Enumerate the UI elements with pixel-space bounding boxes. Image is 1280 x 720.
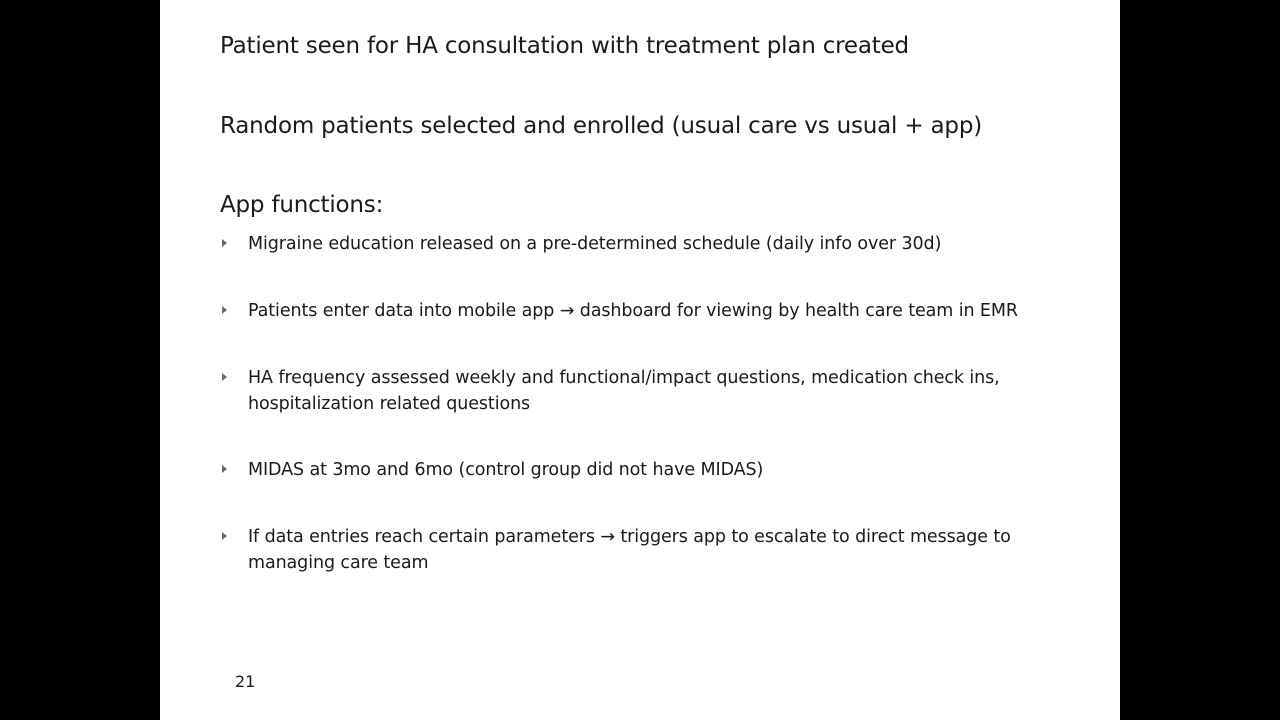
statement-enrollment: Random patients selected and enrolled (usual care vs usual + app) bbox=[220, 113, 982, 139]
triangle-bullet-icon bbox=[220, 457, 248, 483]
list-item bbox=[220, 231, 1080, 257]
triangle-bullet-icon bbox=[220, 298, 248, 324]
list-item bbox=[220, 298, 1080, 324]
bullet-text: MIDAS at 3mo and 6mo (control group did not have MIDAS) bbox=[248, 460, 764, 480]
presentation-slide bbox=[160, 0, 1120, 720]
app-functions-heading: App functions: bbox=[220, 192, 384, 218]
list-item bbox=[220, 524, 1080, 576]
triangle-bullet-icon bbox=[220, 365, 248, 391]
bullet-text: Patients enter data into mobile app → dashboard for viewing by health care team in EMR bbox=[248, 301, 1018, 321]
triangle-bullet-icon bbox=[220, 231, 248, 257]
bullet-text: Migraine education released on a pre-determined schedule (daily info over 30d) bbox=[248, 234, 942, 254]
bullet-text: HA frequency assessed weekly and functional/impact questions, medication check ins, hospitalization related questions bbox=[248, 368, 1000, 414]
statement-consultation: Patient seen for HA consultation with treatment plan created bbox=[220, 33, 909, 59]
triangle-bullet-icon bbox=[220, 524, 248, 550]
bullet-text: If data entries reach certain parameters → triggers app to escalate to direct message to managing care team bbox=[248, 527, 1011, 573]
slide-number: 21 bbox=[235, 672, 256, 691]
list-item bbox=[220, 365, 1080, 417]
list-item bbox=[220, 457, 1080, 483]
